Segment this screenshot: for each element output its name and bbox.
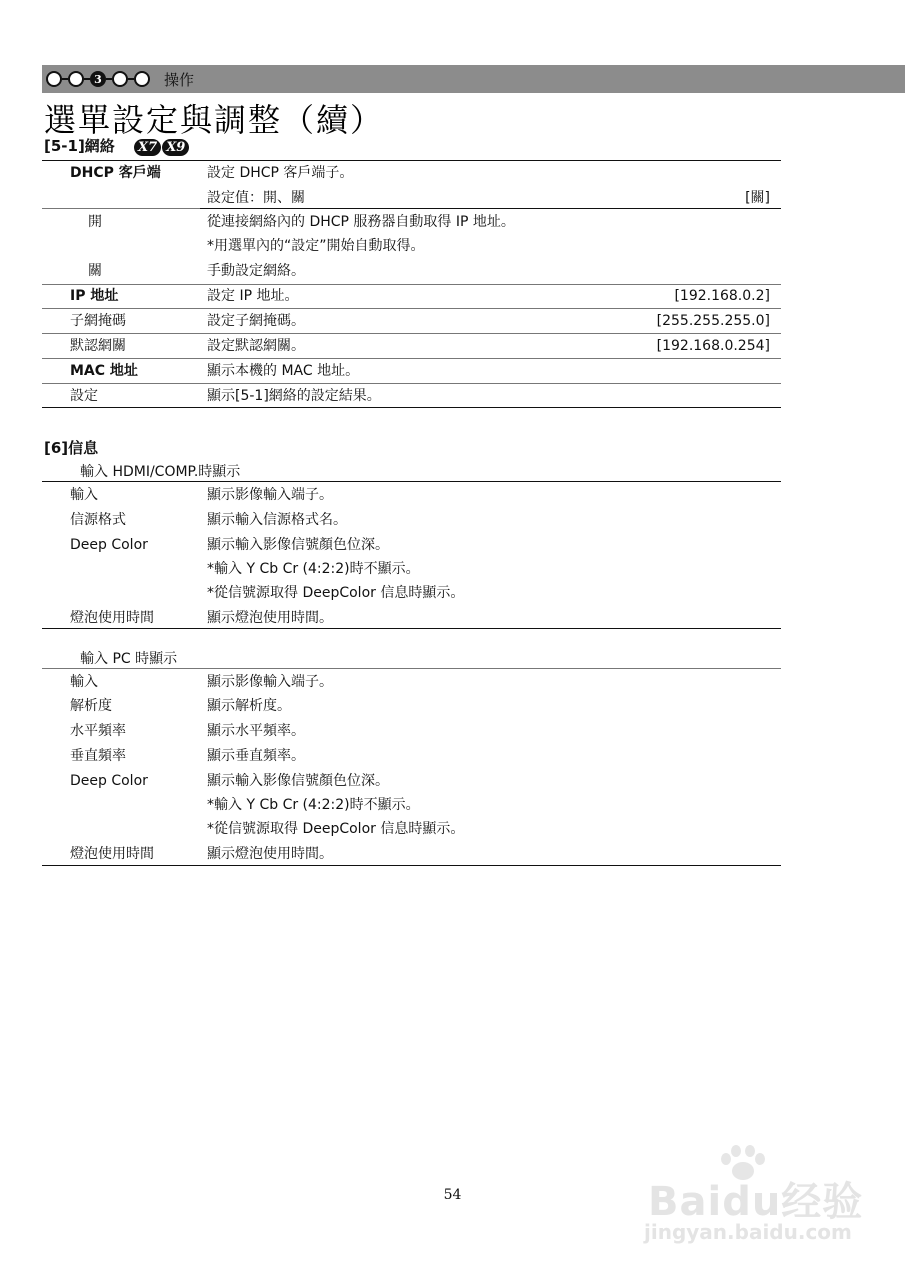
table-row	[42, 583, 770, 603]
table-row	[42, 771, 770, 791]
table-row	[42, 746, 770, 766]
row-label: IP 地址	[70, 288, 119, 304]
row-label: 燈泡使用時間	[70, 846, 154, 862]
divider	[42, 333, 781, 334]
row-label: 解析度	[70, 698, 112, 714]
row-label: 輸入	[70, 674, 98, 690]
divider	[42, 407, 781, 408]
row-description: 顯示燈泡使用時間。	[207, 610, 333, 626]
row-description: 手動設定網絡。	[207, 263, 305, 279]
table-row	[42, 721, 770, 741]
row-description: 設定值：開、關	[207, 190, 305, 206]
row-label: 垂直頻率	[70, 748, 126, 764]
section-heading-info: [6]信息	[44, 439, 99, 457]
table-row	[42, 361, 770, 381]
table-row	[42, 795, 770, 815]
divider	[42, 284, 781, 285]
model-badge: X9	[162, 139, 189, 156]
table-row	[42, 672, 770, 692]
step-dot-current: 3	[90, 71, 106, 87]
row-description: 顯示水平頻率。	[207, 723, 305, 739]
row-label: DHCP 客戶端	[70, 165, 161, 181]
table-row	[42, 311, 770, 331]
divider	[42, 668, 781, 669]
table-row	[42, 510, 770, 530]
row-label: 輸入	[70, 487, 98, 503]
group-title-hdmi: 輸入 HDMI/COMP.時顯示	[80, 464, 241, 480]
group-title-pc: 輸入 PC 時顯示	[80, 651, 178, 667]
section-heading-network	[44, 135, 190, 156]
table-row	[42, 386, 770, 406]
row-default-value: [255.255.255.0]	[656, 313, 770, 329]
row-description: 顯示解析度。	[207, 698, 291, 714]
table-row	[42, 163, 770, 183]
row-description: 顯示影像輸入端子。	[207, 674, 333, 690]
row-label: 水平頻率	[70, 723, 126, 739]
row-description: 顯示輸入影像信號顏色位深。	[207, 537, 389, 553]
row-label: 開	[88, 214, 102, 230]
row-label: 燈泡使用時間	[70, 610, 154, 626]
row-description: 顯示[5-1]網絡的設定結果。	[207, 388, 381, 404]
divider	[42, 481, 781, 482]
step-indicator	[46, 69, 194, 89]
row-description: 顯示垂直頻率。	[207, 748, 305, 764]
watermark-url: jingyan.baidu.com	[644, 1220, 852, 1244]
table-row	[42, 608, 770, 628]
row-description: *用選單內的“設定”開始自動取得。	[207, 238, 425, 254]
row-label: Deep Color	[70, 773, 148, 789]
model-badge: X7	[134, 139, 161, 156]
table-row	[42, 336, 770, 356]
divider	[42, 865, 781, 866]
row-description: 顯示影像輸入端子。	[207, 487, 333, 503]
watermark-logo: Baidu经验	[648, 1179, 864, 1225]
row-description: *輸入 Y Cb Cr (4:2:2)時不顯示。	[207, 561, 420, 577]
table-row	[42, 286, 770, 306]
row-description: 從連接網絡內的 DHCP 服務器自動取得 IP 地址。	[207, 214, 515, 230]
row-description: 顯示輸入影像信號顏色位深。	[207, 773, 389, 789]
page-title: 選單設定與調整（續）	[44, 101, 385, 139]
row-description: *輸入 Y Cb Cr (4:2:2)時不顯示。	[207, 797, 420, 813]
table-row	[42, 535, 770, 555]
divider	[42, 308, 781, 309]
table-row	[42, 212, 770, 232]
table-row	[42, 236, 770, 256]
page-number: 54	[443, 1187, 462, 1203]
table-row	[42, 844, 770, 864]
step-dot	[112, 71, 128, 87]
row-description: *從信號源取得 DeepColor 信息時顯示。	[207, 821, 465, 837]
row-label: 關	[88, 263, 102, 279]
row-label: 設定	[70, 388, 98, 404]
section-heading-text: [5-1]網絡	[44, 137, 115, 155]
table-row	[42, 819, 770, 839]
step-dot	[68, 71, 84, 87]
row-label: 信源格式	[70, 512, 126, 528]
row-label: 默認網關	[70, 338, 126, 354]
divider	[42, 383, 781, 384]
divider	[42, 358, 781, 359]
row-description: 設定 DHCP 客戶端子。	[207, 165, 354, 181]
step-dot	[134, 71, 150, 87]
row-default-value: [192.168.0.2]	[674, 288, 770, 304]
divider	[200, 208, 781, 209]
table-row	[42, 485, 770, 505]
table-row	[42, 188, 770, 208]
table-row	[42, 696, 770, 716]
chapter-label: 操作	[164, 70, 195, 89]
row-label: Deep Color	[70, 537, 148, 553]
row-label: MAC 地址	[70, 363, 138, 379]
row-description: 顯示輸入信源格式名。	[207, 512, 347, 528]
row-description: 設定子網掩碼。	[207, 313, 305, 329]
row-description: *從信號源取得 DeepColor 信息時顯示。	[207, 585, 465, 601]
row-label: 子網掩碼	[70, 313, 126, 329]
table-row	[42, 559, 770, 579]
divider	[42, 160, 781, 161]
row-description: 顯示燈泡使用時間。	[207, 846, 333, 862]
row-default-value: [關]	[745, 190, 770, 206]
row-description: 設定 IP 地址。	[207, 288, 299, 304]
row-description: 顯示本機的 MAC 地址。	[207, 363, 360, 379]
step-dot	[46, 71, 62, 87]
divider	[42, 628, 781, 629]
row-default-value: [192.168.0.254]	[656, 338, 770, 354]
row-description: 設定默認網關。	[207, 338, 305, 354]
table-row	[42, 261, 770, 281]
